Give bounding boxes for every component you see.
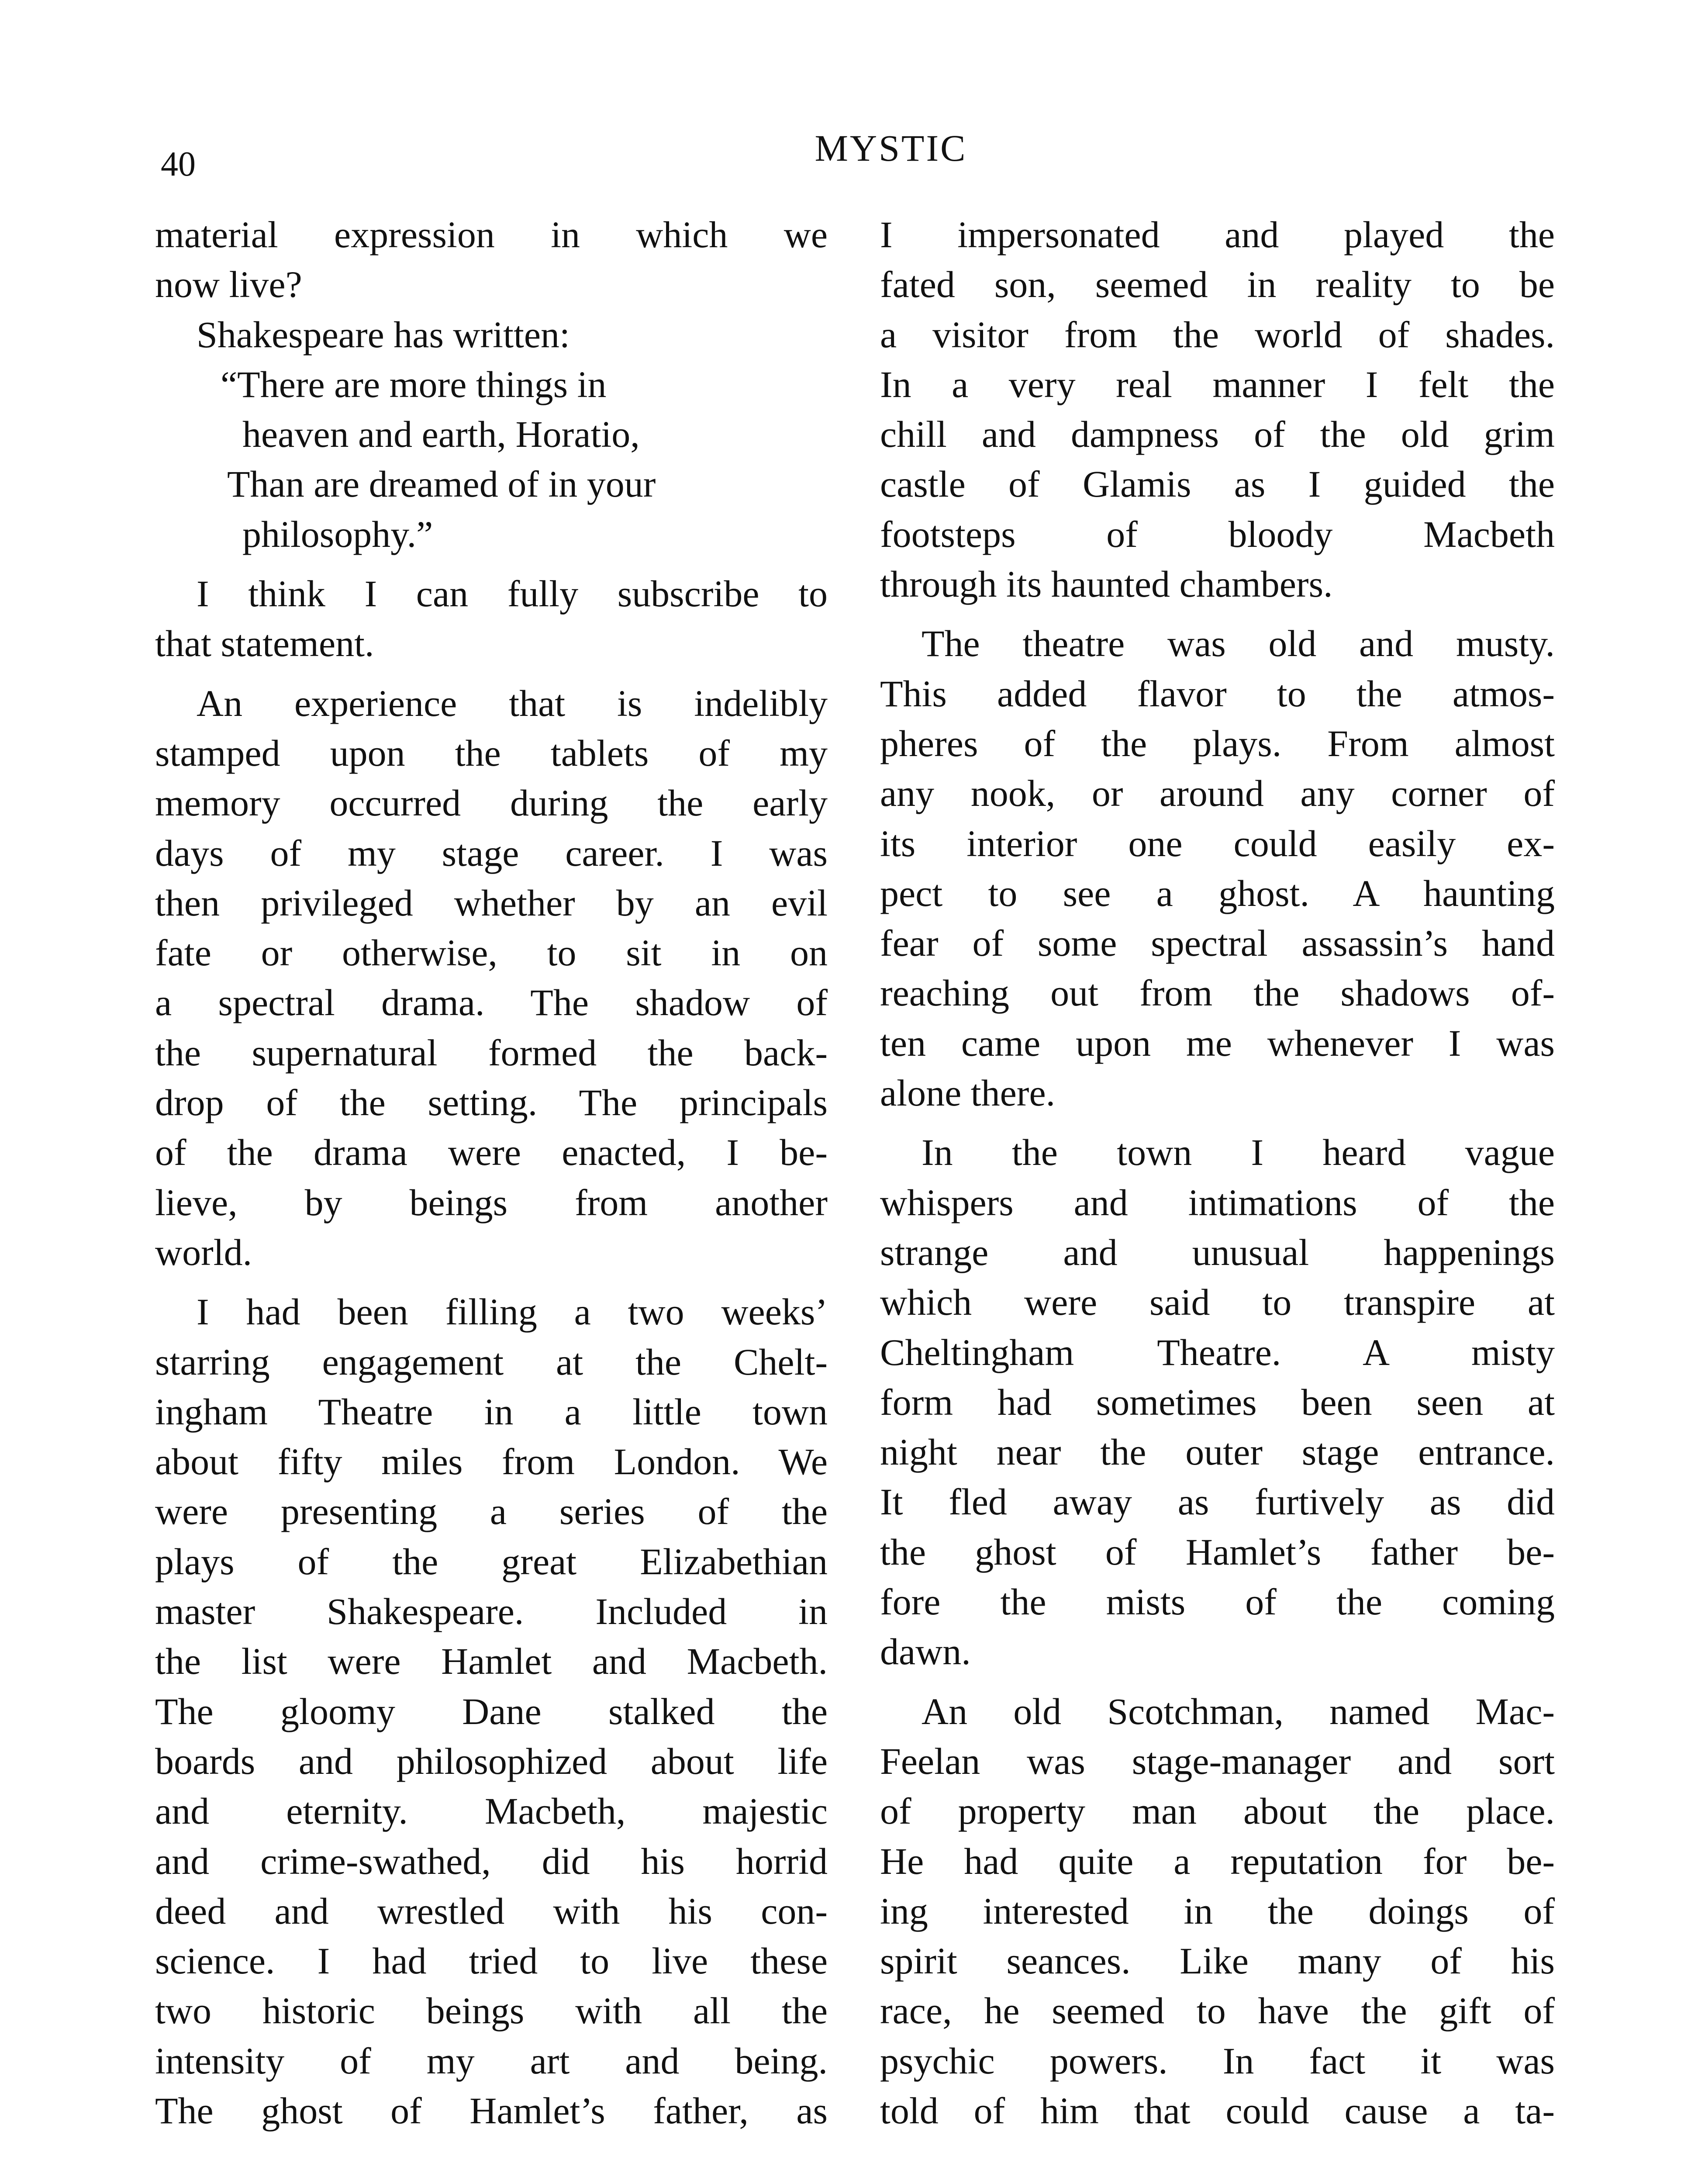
paragraph xyxy=(880,1127,1555,1676)
text-line: plays of the great Elizabethian xyxy=(155,1540,828,1583)
text-line: boards and philosophized about life xyxy=(155,1740,828,1782)
text-line: Feelan was stage-manager and sort xyxy=(880,1740,1555,1782)
text-line: fear of some spectral assassin’s hand xyxy=(880,922,1555,964)
text-line: which were said to transpire at xyxy=(880,1281,1555,1324)
left-column xyxy=(155,210,828,2136)
text-line: the supernatural formed the back- xyxy=(155,1031,828,1074)
text-line: world. xyxy=(155,1231,252,1273)
text-line: the ghost of Hamlet’s father be- xyxy=(880,1531,1555,1573)
paragraph xyxy=(155,1287,828,2136)
text-line: I think I can fully subscribe to xyxy=(197,573,828,615)
text-line: of property man about the place. xyxy=(880,1790,1555,1832)
text-line: pheres of the plays. From almost xyxy=(880,722,1555,764)
text-line: In a very real manner I felt the xyxy=(880,363,1555,405)
paragraph xyxy=(880,619,1555,1118)
text-line: of the drama were enacted, I be- xyxy=(155,1131,828,1174)
text-line: told of him that could cause a ta- xyxy=(880,2089,1555,2132)
text-line: science. I had tried to live these xyxy=(155,1940,828,1982)
verse-quote xyxy=(155,359,828,559)
text-line: fated son, seemed in reality to be xyxy=(880,263,1555,306)
text-line: reaching out from the shadows of- xyxy=(880,972,1555,1014)
text-line: whispers and intimations of the xyxy=(880,1181,1555,1223)
text-line: The theatre was old and musty. xyxy=(922,622,1555,665)
text-line: ingham Theatre in a little town xyxy=(155,1390,828,1433)
verse-line: “There are more things in xyxy=(221,363,607,405)
text-line: It fled away as furtively as did xyxy=(880,1481,1555,1523)
text-line: In the town I heard vague xyxy=(922,1131,1555,1174)
verse-line: heaven and earth, Horatio, xyxy=(242,413,640,456)
text-line: that statement. xyxy=(155,622,374,665)
text-line: through its haunted chambers. xyxy=(880,563,1333,605)
paragraph xyxy=(155,310,828,359)
text-line: two historic beings with all the xyxy=(155,1990,828,2032)
text-line: spirit seances. Like many of his xyxy=(880,1940,1555,1982)
text-line: fate or otherwise, to sit in on xyxy=(155,932,828,974)
right-column xyxy=(880,210,1555,2136)
text-line: chill and dampness of the old grim xyxy=(880,413,1555,456)
text-line: castle of Glamis as I guided the xyxy=(880,463,1555,505)
text-line: master Shakespeare. Included in xyxy=(155,1590,828,1633)
text-line: fore the mists of the coming xyxy=(880,1581,1555,1623)
text-line: a spectral drama. The shadow of xyxy=(155,981,828,1024)
text-line: An old Scotchman, named Mac- xyxy=(922,1690,1555,1732)
text-line: ten came upon me whenever I was xyxy=(880,1022,1555,1064)
text-line: psychic powers. In fact it was xyxy=(880,2039,1555,2082)
text-line: lieve, by beings from another xyxy=(155,1181,828,1223)
paragraph xyxy=(155,678,828,1278)
text-line: about fifty miles from London. We xyxy=(155,1441,828,1483)
text-line: The gloomy Dane stalked the xyxy=(155,1690,828,1732)
text-line: memory occurred during the early xyxy=(155,782,828,824)
text-line: starring engagement at the Chelt- xyxy=(155,1341,828,1383)
paragraph xyxy=(155,210,828,310)
text-line: pect to see a ghost. A haunting xyxy=(880,872,1555,914)
text-line: race, he seemed to have the gift of xyxy=(880,1990,1555,2032)
text-line: the list were Hamlet and Macbeth. xyxy=(155,1640,828,1683)
text-line: The ghost of Hamlet’s father, as xyxy=(155,2089,828,2132)
text-line: footsteps of bloody Macbeth xyxy=(880,513,1555,555)
text-line: and crime-swathed, did his horrid xyxy=(155,1840,828,1882)
text-line: ing interested in the doings of xyxy=(880,1890,1555,1932)
text-line: deed and wrestled with his con- xyxy=(155,1890,828,1932)
text-line: stamped upon the tablets of my xyxy=(155,732,828,774)
text-line: and eternity. Macbeth, majestic xyxy=(155,1790,828,1832)
text-line: intensity of my art and being. xyxy=(155,2039,828,2082)
paragraph xyxy=(880,1686,1555,2136)
running-head: MYSTIC xyxy=(815,127,967,169)
text-line: An experience that is indelibly xyxy=(197,682,828,724)
text-line: dawn. xyxy=(880,1631,971,1673)
page-number: 40 xyxy=(161,145,196,183)
text-line: I impersonated and played the xyxy=(880,214,1555,256)
text-line: its interior one could easily ex- xyxy=(880,822,1555,864)
text-line: This added flavor to the atmos- xyxy=(880,672,1555,715)
text-line: any nook, or around any corner of xyxy=(880,772,1555,815)
verse-line: philosophy.” xyxy=(242,513,433,555)
text-line: alone there. xyxy=(880,1072,1056,1114)
verse-line: Than are dreamed of in your xyxy=(227,463,656,505)
text-line: drop of the setting. The principals xyxy=(155,1082,828,1124)
text-line: days of my stage career. I was xyxy=(155,832,828,874)
text-line: material expression in which we xyxy=(155,214,828,256)
text-line: a visitor from the world of shades. xyxy=(880,313,1555,356)
text-line: strange and unusual happenings xyxy=(880,1231,1555,1273)
paragraph xyxy=(155,569,828,669)
text-line: Shakespeare has written: xyxy=(197,313,570,356)
text-line: were presenting a series of the xyxy=(155,1490,828,1533)
paragraph xyxy=(880,210,1555,609)
text-line: night near the outer stage entrance. xyxy=(880,1431,1555,1473)
text-line: Cheltingham Theatre. A misty xyxy=(880,1331,1555,1373)
text-line: form had sometimes been seen at xyxy=(880,1381,1555,1423)
text-line: then privileged whether by an evil xyxy=(155,881,828,924)
text-line: He had quite a reputation for be- xyxy=(880,1840,1555,1882)
text-line: I had been filling a two weeks’ xyxy=(197,1291,828,1333)
text-line: now live? xyxy=(155,263,302,306)
